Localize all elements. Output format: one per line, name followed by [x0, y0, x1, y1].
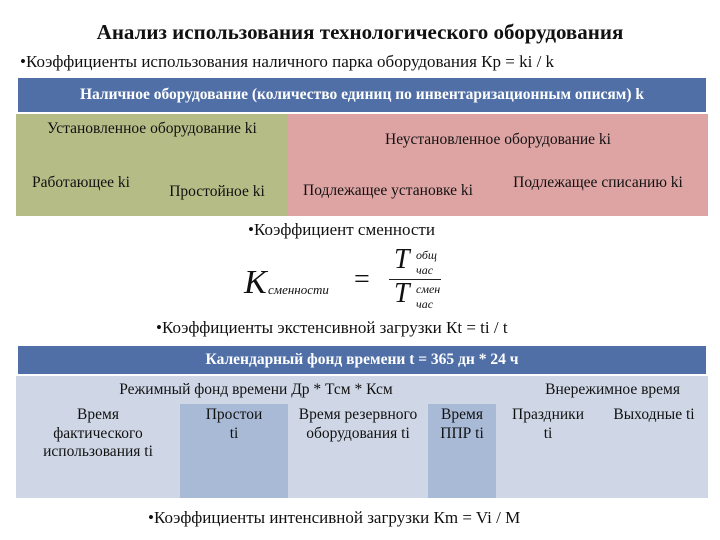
- cell-ppr: Время ППР ti: [428, 404, 496, 498]
- formula-numerator-sub: час: [416, 263, 434, 277]
- formula-denominator-sup: смен: [416, 282, 441, 296]
- cell-regime-fund: Режимный фонд времени Др * Тсм * Ксм: [16, 376, 496, 404]
- cell-reserve: Время резервного оборудования ti: [288, 404, 428, 498]
- slide-title: Анализ использования технологического оборудования: [96, 20, 624, 44]
- table1-header: Наличное оборудование (количество единиц по инвентаризационным описям) k: [16, 76, 708, 114]
- cell-to-write-off: Подлежащее списанию ki: [488, 166, 708, 216]
- cell-non-regime: Внережимное время: [496, 376, 708, 404]
- formula-denominator-t: Т: [394, 278, 410, 309]
- formula-numerator-sup: общ: [416, 248, 437, 262]
- cell-idle: Простойное ki: [146, 166, 288, 216]
- cell-not-installed: Неустановленное оборудование ki: [288, 114, 708, 166]
- cell-actual-use: Время фактического использования ti: [16, 404, 180, 498]
- formula-equals: =: [354, 264, 370, 295]
- formula-k-subscript: сменности: [268, 282, 329, 297]
- cell-weekends: Выходные ti: [600, 404, 708, 498]
- formula-k: К: [244, 264, 267, 301]
- cell-working: Работающее ki: [16, 166, 146, 216]
- bullet-park-usage: •Коэффициенты использования наличного парка оборудования Кр = ki / k: [20, 52, 555, 71]
- table2-header: Календарный фонд времени t = 365 дн * 24 ч: [16, 344, 708, 376]
- bullet-shift-ratio: •Коэффициент сменности: [248, 220, 435, 239]
- bullet-intensive-load: •Коэффициенты интенсивной загрузки Кm = Vi / M: [148, 508, 521, 527]
- cell-downtime: Простои ti: [180, 404, 288, 498]
- cell-holidays: Праздники ti: [496, 404, 600, 498]
- shift-formula: [244, 244, 474, 312]
- formula-numerator-t: Т: [394, 244, 410, 275]
- cell-installed: Установленное оборудование ki: [16, 114, 288, 166]
- formula-denominator-sub: час: [416, 297, 434, 311]
- bullet-extensive-load: •Коэффициенты экстенсивной загрузки Кt = ti / t: [156, 318, 508, 337]
- cell-to-install: Подлежащее установке ki: [288, 166, 488, 216]
